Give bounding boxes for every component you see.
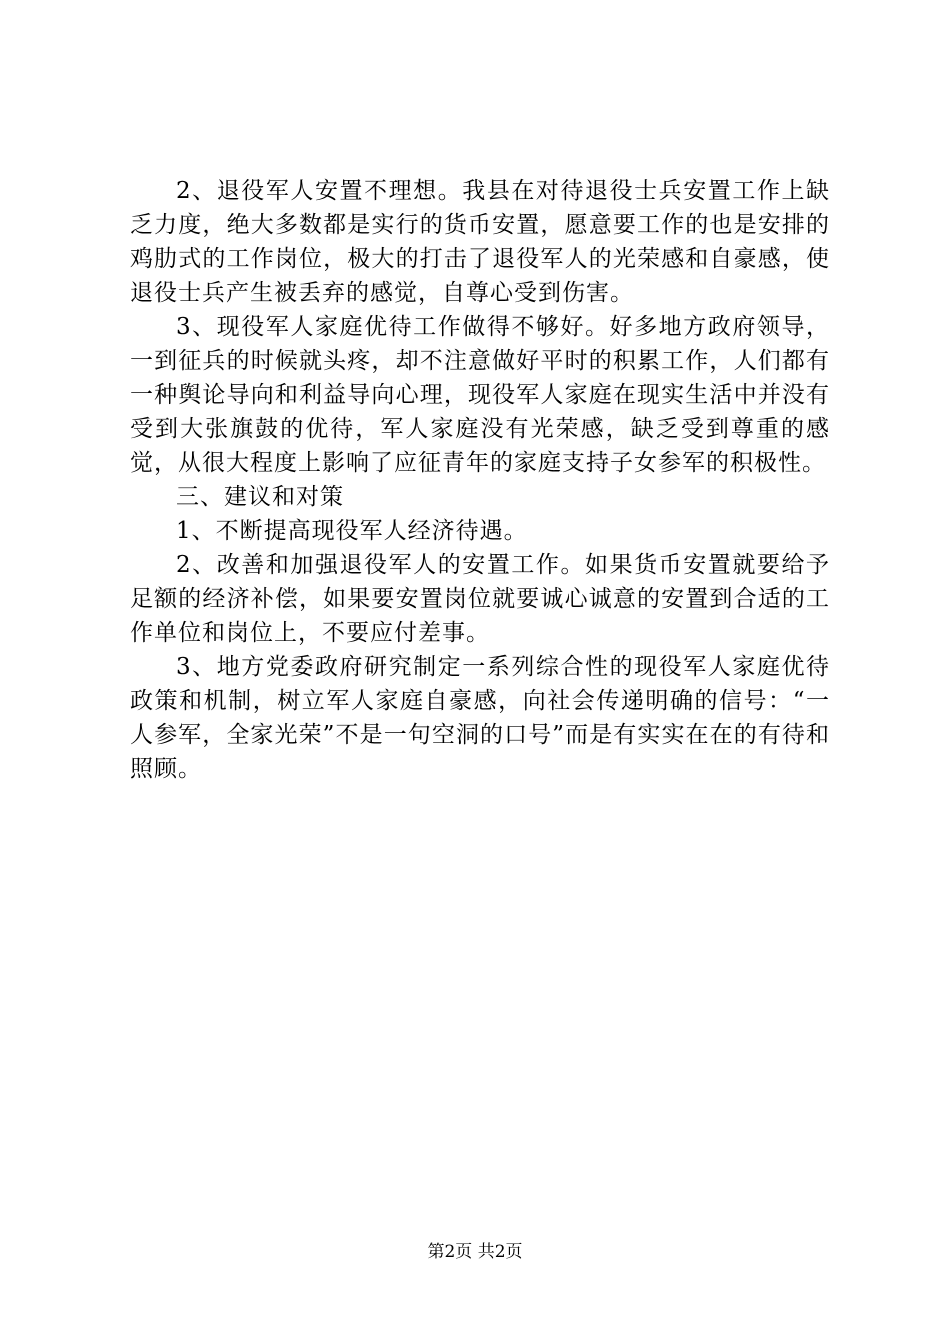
paragraph-family-preferential: 3、现役军人家庭优待工作做得不够好。好多地方政府领导，一到征兵的时候就头疼，却不注意做好平时的积累工作，人们都有一种舆论导向和利益导向心理，现役军人家庭在现实生活中并没有受到大张旗鼓的优待，军人家庭没有光荣感，缺乏受到尊重的感觉，从很大程度上影响了应征青年的家庭支持子女参军的积极性。 [130, 314, 830, 476]
paragraph-suggestion-2: 2、改善和加强退役军人的安置工作。如果货币安置就要给予足额的经济补偿，如果要安置岗位就要诚心诚意的安置到合适的工作单位和岗位上，不要应付差事。 [130, 552, 830, 646]
page-number-footer: 第2页 共2页 [427, 1242, 523, 1262]
paragraph-suggestion-3: 3、地方党委政府研究制定一系列综合性的现役军人家庭优待政策和机制，树立军人家庭自豪感，向社会传递明确的信号：“一人参军，全家光荣”不是一句空洞的口号”而是有实实在在的有待和照顾。 [130, 654, 830, 782]
paragraph-suggestion-1: 1、不断提高现役军人经济待遇。 [176, 518, 528, 544]
paragraph-retired-placement: 2、退役军人安置不理想。我县在对待退役士兵安置工作上缺乏力度，绝大多数都是实行的货币安置，愿意要工作的也是安排的鸡肋式的工作岗位，极大的打击了退役军人的光荣感和自豪感，使退役士兵产生被丢弃的感觉，自尊心受到伤害。 [130, 178, 830, 306]
section-heading-suggestions: 三、建议和对策 [176, 484, 344, 510]
document-body [130, 174, 830, 786]
